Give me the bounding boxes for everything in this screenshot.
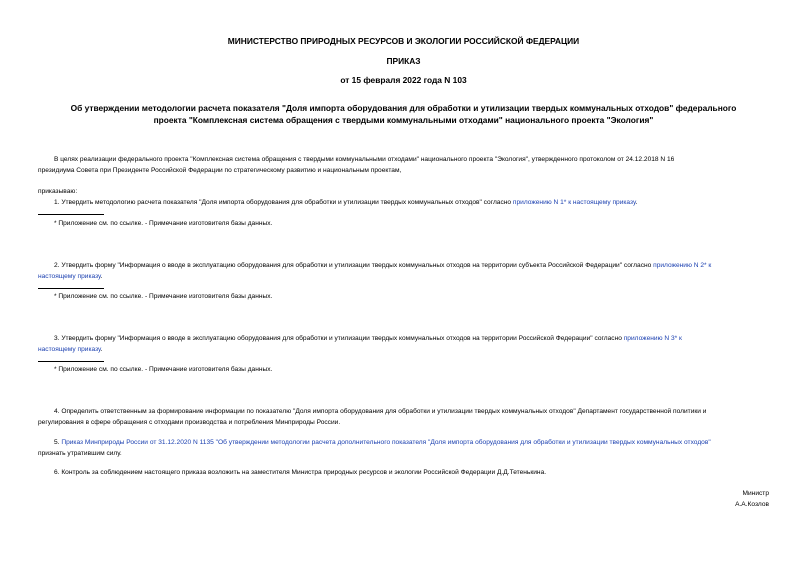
item-1-text: 1. Утвердить методологию расчета показателя "Доля импорта оборудования для обработки и утилизации твердых коммунальных отходов" согласно [54, 199, 513, 206]
item-5-num: 5. [54, 439, 62, 446]
item-4-line-1: 4. Определить ответственным за формирование информации по показателю "Доля импорта оборудования для обработки и утилизации твердых коммунальных отходов" Департамент государственной политики и [54, 408, 707, 415]
footnote-divider-1 [38, 214, 104, 215]
item-5-tail: признать утратившим силу. [38, 450, 122, 457]
item-3 [38, 333, 768, 344]
title-line-2: проекта "Комплексная система обращения с твердыми коммунальными отходами" национального проекта "Экология" [153, 115, 654, 125]
item-6: 6. Контроль за соблюдением настоящего приказа возложить на заместителя Министра природных ресурсов и экологии Российской Федерации Д.Д.Тетенькина. [54, 469, 547, 476]
doc-type-heading: ПРИКАЗ [386, 56, 421, 66]
item-2-appendix-link-cont[interactable]: настоящему приказу [38, 273, 101, 280]
item-2-appendix-link[interactable]: приложению N 2* к [653, 262, 712, 269]
item-1 [38, 197, 768, 208]
item-3-text: 3. Утвердить форму "Информация о вводе в эксплуатацию оборудования для обработки и утилизации твердых коммунальных отходов на территории Российской Федерации" согласно [54, 335, 624, 342]
item-3-appendix-link-cont[interactable]: настоящему приказу [38, 346, 101, 353]
footnote-1: * Приложение см. по ссылке. - Примечание изготовителя базы данных. [54, 220, 273, 227]
item-5-order-link[interactable]: Приказ Минприроды России от 31.12.2020 N 1135 "Об утверждении методологии расчета дополнительного показателя "Доля импорта оборудования для обработки и утилизации твердых коммунальных отходов" [61, 439, 711, 446]
title-line-1: Об утверждении методологии расчета показателя "Доля импорта оборудования для обработки и утилизации твердых коммунальных отходов" федерального [70, 103, 737, 113]
footnote-divider-3 [38, 361, 104, 362]
footnote-2: * Приложение см. по ссылке. - Примечание изготовителя базы данных. [54, 293, 273, 300]
signature-position: Министр [742, 490, 769, 497]
date-number-heading: от 15 февраля 2022 года N 103 [340, 75, 467, 85]
item-3-cont [38, 344, 768, 355]
ministry-heading: МИНИСТЕРСТВО ПРИРОДНЫХ РЕСУРСОВ И ЭКОЛОГИИ РОССИЙСКОЙ ФЕДЕРАЦИИ [227, 36, 580, 46]
item-2-text: 2. Утвердить форму "Информация о вводе в эксплуатацию оборудования для обработки и утилизации твердых коммунальных отходов на территории субъекта Российской Федерации" согласно [54, 262, 654, 269]
item-2 [38, 260, 768, 271]
item-2-cont [38, 271, 768, 282]
preamble-line-1: В целях реализации федерального проекта "Комплексная система обращения с твердыми коммунальными отходами" национального проекта "Экология", утвержденного протоколом от 24.12.2018 N 16 [54, 156, 675, 163]
item-2-tail: . [100, 273, 103, 280]
item-1-tail: . [635, 199, 638, 206]
footnote-3: * Приложение см. по ссылке. - Примечание изготовителя базы данных. [54, 366, 273, 373]
item-4-line-2: регулирования в сфере обращения с отходами производства и потребления Минприроды России. [38, 419, 341, 426]
order-word: приказываю: [38, 188, 78, 195]
item-1-appendix-link[interactable]: приложению N 1* к настоящему приказу [512, 199, 636, 206]
item-3-appendix-link[interactable]: приложению N 3* к [623, 335, 682, 342]
item-3-tail: . [100, 346, 103, 353]
item-5 [38, 437, 768, 448]
preamble-line-2: президиума Совета при Президенте Российской Федерации по стратегическому развитию и национальным проектам, [38, 167, 402, 174]
footnote-divider-2 [38, 288, 104, 289]
signature-name: А.А.Козлов [735, 501, 769, 508]
